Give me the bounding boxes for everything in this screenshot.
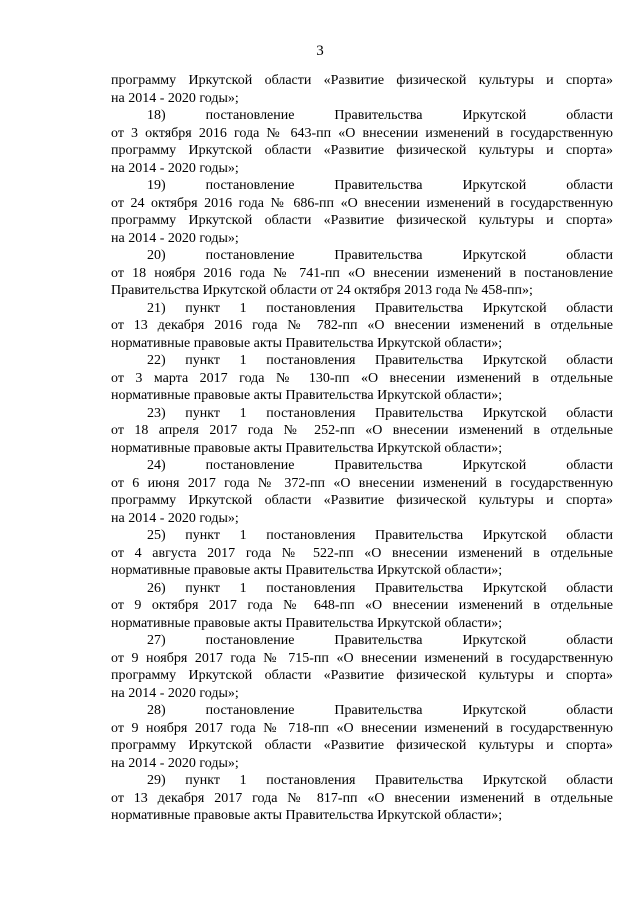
document-body (111, 72, 613, 825)
text-line: на 2014 - 2020 годы»; (111, 755, 239, 771)
text-line: на 2014 - 2020 годы»; (111, 510, 239, 526)
text-line: программу Иркутской области «Развитие физической культуры и спорта» (111, 213, 613, 228)
list-item (111, 702, 613, 772)
text-line: 24) постановление Правительства Иркутской области (147, 458, 613, 473)
text-line: от 24 октября 2016 года № 686-пп «О внесении изменений в государственную (111, 195, 613, 211)
text-line: программу Иркутской области «Развитие физической культуры и спорта» (111, 73, 613, 88)
page-number: 3 (316, 43, 324, 59)
text-line: программу Иркутской области «Развитие физической культуры и спорта» (111, 668, 613, 683)
list-item (111, 72, 613, 107)
list-item (111, 405, 613, 458)
text-line: 20) постановление Правительства Иркутской области (147, 248, 613, 263)
text-line: на 2014 - 2020 годы»; (111, 230, 239, 246)
list-item (111, 457, 613, 527)
list-item (111, 107, 613, 177)
text-line: от 18 ноября 2016 года № 741-пп «О внесении изменений в постановление (111, 265, 613, 281)
text-line: программу Иркутской области «Развитие физической культуры и спорта» (111, 738, 613, 753)
text-line: от 18 апреля 2017 года № 252-пп «О внесении изменений в отдельные (111, 423, 613, 438)
text-line: от 9 октября 2017 года № 648-пп «О внесении изменений в отдельные (111, 598, 613, 613)
list-item (111, 632, 613, 702)
text-line: нормативные правовые акты Правительства Иркутской области»; (111, 440, 503, 456)
text-line: нормативные правовые акты Правительства Иркутской области»; (111, 808, 503, 823)
text-line: 22) пункт 1 постановления Правительства Иркутской области (147, 353, 613, 368)
text-line: нормативные правовые акты Правительства Иркутской области»; (111, 388, 503, 403)
text-line: 26) пункт 1 постановления Правительства Иркутской области (147, 580, 613, 596)
text-line: 27) постановление Правительства Иркутской области (147, 633, 613, 648)
list-item (111, 300, 613, 353)
list-item (111, 177, 613, 247)
list-item (111, 247, 613, 300)
list-item (111, 772, 613, 825)
text-line: 25) пункт 1 постановления Правительства Иркутской области (147, 528, 613, 543)
text-line: от 9 ноября 2017 года № 715-пп «О внесении изменений в государственную (111, 650, 613, 666)
list-item (111, 527, 613, 580)
text-line: Правительства Иркутской области от 24 октября 2013 года № 458-пп»; (111, 283, 533, 298)
text-line: от 3 марта 2017 года № 130-пп «О внесении изменений в отдельные (111, 370, 613, 386)
text-line: 23) пункт 1 постановления Правительства Иркутской области (147, 405, 613, 421)
list-item (111, 352, 613, 405)
text-line: 29) пункт 1 постановления Правительства Иркутской области (147, 773, 613, 788)
text-line: на 2014 - 2020 годы»; (111, 685, 239, 701)
text-line: 21) пункт 1 постановления Правительства Иркутской области (147, 300, 613, 316)
text-line: от 9 ноября 2017 года № 718-пп «О внесении изменений в государственную (111, 720, 613, 736)
text-line: 28) постановление Правительства Иркутской области (147, 703, 613, 718)
text-line: нормативные правовые акты Правительства Иркутской области»; (111, 615, 503, 631)
text-line: от 6 июня 2017 года № 372-пп «О внесении изменений в государственную (111, 475, 613, 491)
text-line: от 13 декабря 2017 года № 817-пп «О внесении изменений в отдельные (111, 790, 613, 806)
text-line: 19) постановление Правительства Иркутской области (147, 178, 613, 193)
text-line: от 4 августа 2017 года № 522-пп «О внесении изменений в отдельные (111, 545, 613, 561)
text-line: нормативные правовые акты Правительства Иркутской области»; (111, 563, 503, 578)
text-line: 18) постановление Правительства Иркутской области (147, 108, 613, 123)
text-line: на 2014 - 2020 годы»; (111, 90, 239, 106)
text-line: от 3 октября 2016 года № 643-пп «О внесении изменений в государственную (111, 125, 613, 141)
text-line: программу Иркутской области «Развитие физической культуры и спорта» (111, 493, 613, 508)
text-line: программу Иркутской области «Развитие физической культуры и спорта» (111, 143, 613, 158)
list-item (111, 580, 613, 633)
text-line: нормативные правовые акты Правительства Иркутской области»; (111, 335, 503, 351)
text-line: на 2014 - 2020 годы»; (111, 160, 239, 176)
text-line: от 13 декабря 2016 года № 782-пп «О внесении изменений в отдельные (111, 318, 613, 333)
